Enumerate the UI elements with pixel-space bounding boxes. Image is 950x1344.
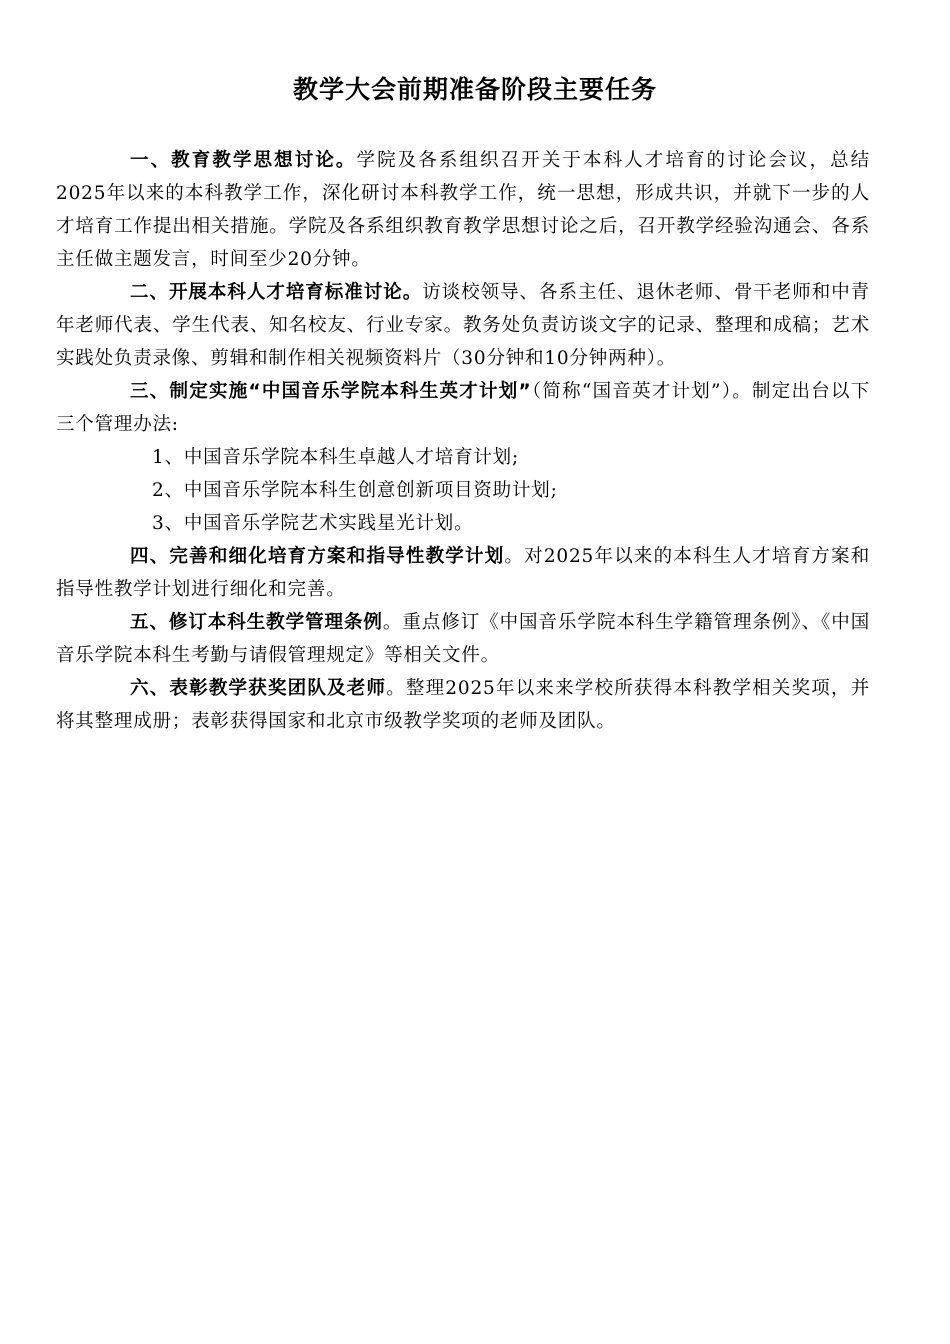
section-body: 学院及各系组织召开关于本科人才培育的讨论会议，总结2025年以来的本科教学工作，深化研讨本科教学工作，统一思想，形成共识，并就下一步的人才培育工作提出相关措施。学院及各系组织教育教学思想讨论之后，召开教学经验沟通会、各系主任做主题发言，时间至少20分钟。 — [56, 150, 870, 270]
section-body: 。对2025年以来的本科生人才培育方案和指导性教学计划进行细化和完善。 — [56, 546, 870, 600]
section-1 — [56, 144, 870, 276]
section-heading: 五、修订本科生教学管理条例 — [130, 612, 383, 633]
section-3 — [56, 375, 870, 441]
document-title: 教学大会前期准备阶段主要任务 — [292, 75, 657, 104]
sublist-item: 2、中国音乐学院本科生创意创新项目资助计划; — [152, 480, 558, 501]
section-heading: 二、开展本科人才培育标准讨论。 — [130, 282, 423, 303]
sublist-item: 1、中国音乐学院本科生卓越人才培育计划; — [152, 447, 520, 468]
section-4 — [56, 540, 870, 606]
section-body: 。重点修订《中国音乐学院本科生学籍管理条例》、《中国音乐学院本科生考勤与请假管理规定》等相关文件。 — [56, 612, 870, 666]
section-heading: 六、表彰教学获奖团队及老师 — [130, 678, 387, 699]
section-body: 。整理2025年以来来学校所获得本科教学相关奖项，并将其整理成册；表彰获得国家和北京市级教学奖项的老师及团队。 — [56, 678, 870, 732]
section-6 — [56, 672, 870, 738]
section-2 — [56, 276, 870, 375]
section-heading: 四、完善和细化培育方案和指导性教学计划 — [130, 546, 505, 567]
section-5 — [56, 606, 870, 672]
section-heading: 三、制定实施“中国音乐学院本科生英才计划” — [130, 381, 532, 402]
section-body: 访谈校领导、各系主任、退休老师、骨干老师和中青年老师代表、学生代表、知名校友、行业专家。教务处负责访谈文字的记录、整理和成稿；艺术实践处负责录像、剪辑和制作相关视频资料片（30分钟和10分钟两种）。 — [56, 282, 870, 369]
section-body: （简称“国音英才计划”）。制定出台以下三个管理办法: — [56, 381, 870, 435]
section-heading: 一、教育教学思想讨论。 — [130, 150, 357, 171]
sublist-item: 3、中国音乐学院艺术实践星光计划。 — [152, 513, 474, 534]
